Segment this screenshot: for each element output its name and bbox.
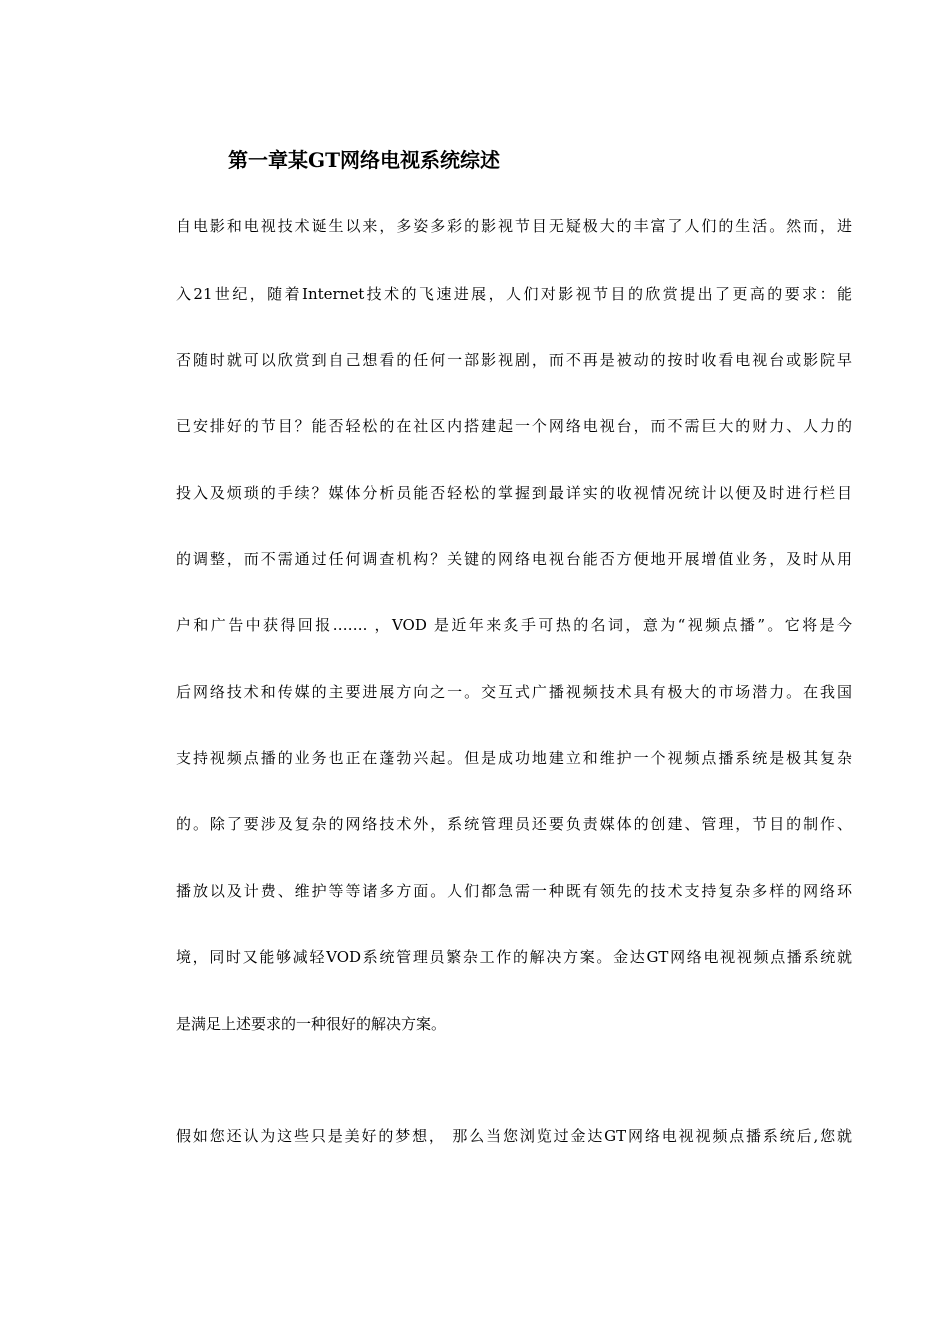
- paragraph-line: 的。除了要涉及复杂的网络技术外，系统管理员还要负责媒体的创建、管理，节目的制作、: [176, 815, 852, 833]
- chapter-title: 第一章某GT网络电视系统综述: [228, 148, 500, 172]
- paragraph-line: 的调整，而不需通过任何调查机构？关键的网络电视台能否方便地开展增值业务，及时从用: [176, 550, 852, 568]
- paragraph-line: 境，同时又能够减轻VOD系统管理员繁杂工作的解决方案。金达GT网络电视视频点播系统就: [176, 948, 852, 966]
- paragraph-line: 已安排好的节目？能否轻松的在社区内搭建起一个网络电视台，而不需巨大的财力、人力的: [176, 417, 852, 435]
- paragraph-line: 是满足上述要求的一种很好的解决方案。: [176, 1015, 447, 1033]
- paragraph-line: 后网络技术和传媒的主要进展方向之一。交互式广播视频技术具有极大的市场潜力。在我国: [176, 683, 852, 701]
- paragraph-line: 投入及烦琐的手续？媒体分析员能否轻松的掌握到最详实的收视情况统计以便及时进行栏目: [176, 484, 852, 502]
- paragraph-line: 播放以及计费、维护等等诸多方面。人们都急需一种既有领先的技术支持复杂多样的网络环: [176, 882, 852, 900]
- paragraph-line: 自电影和电视技术诞生以来，多姿多彩的影视节目无疑极大的丰富了人们的生活。然而，进: [176, 217, 852, 235]
- paragraph-line: 入21世纪，随着Internet技术的飞速进展，人们对影视节目的欣赏提出了更高的要求：能: [176, 285, 852, 303]
- paragraph-line: 支持视频点播的业务也正在蓬勃兴起。但是成功地建立和维护一个视频点播系统是极其复杂: [176, 749, 852, 767]
- paragraph-line: 否随时就可以欣赏到自己想看的任何一部影视剧，而不再是被动的按时收看电视台或影院早: [176, 351, 852, 369]
- paragraph-line: 假如您还认为这些只是美好的梦想， 那么当您浏览过金达GT网络电视视频点播系统后,您就: [176, 1127, 852, 1145]
- paragraph-line: 户和广告中获得回报……. ，VOD 是近年来炙手可热的名词，意为“视频点播”。它将是今: [176, 616, 852, 634]
